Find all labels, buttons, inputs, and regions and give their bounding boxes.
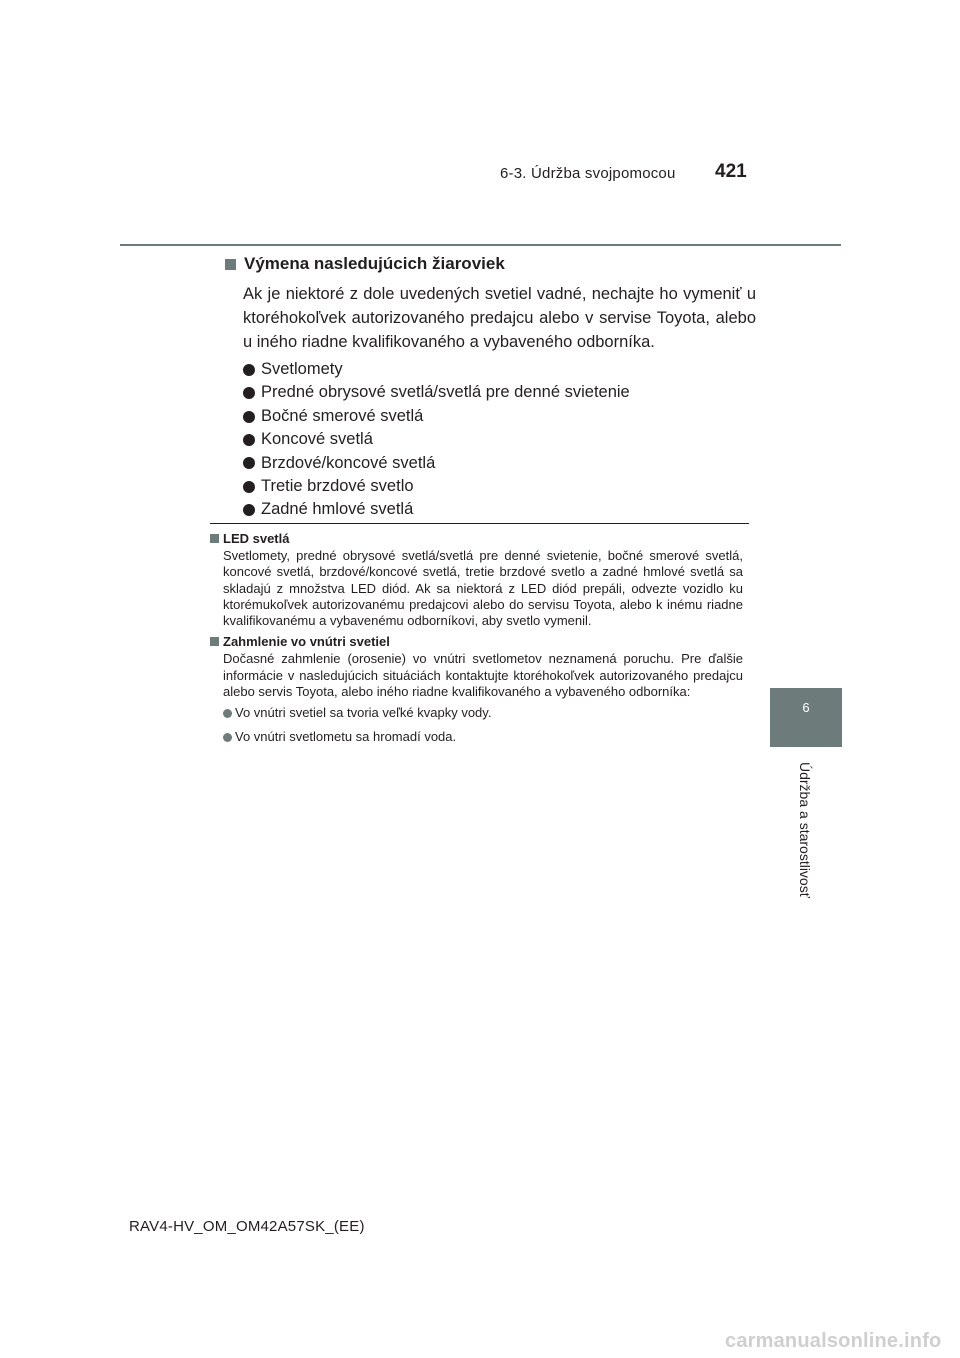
bullet-dot-icon [243, 504, 255, 516]
bullet-dot-icon [243, 364, 255, 376]
watermark: carmanualsonline.info [725, 1330, 942, 1352]
document-code: RAV4-HV_OM_OM42A57SK_(EE) [129, 1218, 365, 1235]
fog-list [223, 705, 743, 745]
list-item: Tretie brzdové svetlo [243, 475, 756, 498]
main-heading [225, 254, 756, 274]
main-heading-text: Výmena nasledujúcich žiaroviek [244, 254, 505, 273]
header-divider [120, 244, 841, 246]
chapter-number: 6 [802, 700, 810, 715]
list-item: Brzdové/koncové svetlá [243, 452, 756, 475]
note-text-led: Svetlomety, predné obrysové svetlá/svetlá pre denné svietenie, bočné smerové svetlá, koncové svetlá, brzdové/koncové svetlá, tretie brzdové svetlo a zadné hmlové svetlá sa skladajú z množstva LED diód. Ak sa niektorá z LED diód prepáli, odvezte vozidlo ku ktorémukoľvek autorizovanému predajcovi alebo do servisu Toyota, alebo k inému riadne kvalifikovanému a vybavenému odborníkovi, aby svetlo vymenil. [223, 548, 743, 629]
square-bullet-icon [210, 637, 219, 646]
list-item: Svetlomety [243, 358, 756, 381]
main-section [225, 254, 756, 522]
note-heading-led: LED svetlá [210, 531, 743, 546]
list-item: Bočné smerové svetlá [243, 405, 756, 428]
square-bullet-icon [210, 534, 219, 543]
square-bullet-icon [225, 259, 236, 270]
bullet-dot-icon [223, 733, 232, 742]
list-item: Vo vnútri svetiel sa tvoria veľké kvapky vody. [223, 705, 743, 721]
bullet-dot-icon [243, 457, 255, 469]
bullet-dot-icon [243, 411, 255, 423]
list-item: Koncové svetlá [243, 428, 756, 451]
main-intro: Ak je niektoré z dole uvedených svetiel vadné, nechajte ho vymeniť u ktoréhokoľvek autorizovaného predajcu alebo v servise Toyota, alebo u iného riadne kvalifikovaného a vybaveného odborníka. [243, 285, 756, 351]
note-text-fog: Dočasné zahmlenie (orosenie) vo vnútri svetlometov neznamená poruchu. Pre ďalšie informácie v nasledujúcich situáciách kontaktujte ktoréhokoľvek autorizovaného predajcu alebo servis Toyota, alebo iného riadne kvalifikovaného a vybaveného odborníka: [223, 651, 743, 700]
chapter-tab [770, 688, 842, 747]
page-number: 421 [715, 161, 747, 182]
bullet-dot-icon [243, 481, 255, 493]
notes-section [210, 531, 743, 753]
bullet-dot-icon [243, 434, 255, 446]
list-item: Vo vnútri svetlometu sa hromadí voda. [223, 729, 743, 745]
bullet-dot-icon [223, 709, 232, 718]
bulb-list [243, 358, 756, 522]
list-item: Zadné hmlové svetlá [243, 498, 756, 521]
note-heading-fog: Zahmlenie vo vnútri svetiel [210, 634, 743, 649]
list-item: Predné obrysové svetlá/svetlá pre denné svietenie [243, 381, 756, 404]
notes-divider [210, 523, 749, 524]
section-title: 6-3. Údržba svojpomocou [500, 165, 676, 182]
bullet-dot-icon [243, 387, 255, 399]
chapter-title: Údržba a starostlivosť [797, 762, 813, 898]
